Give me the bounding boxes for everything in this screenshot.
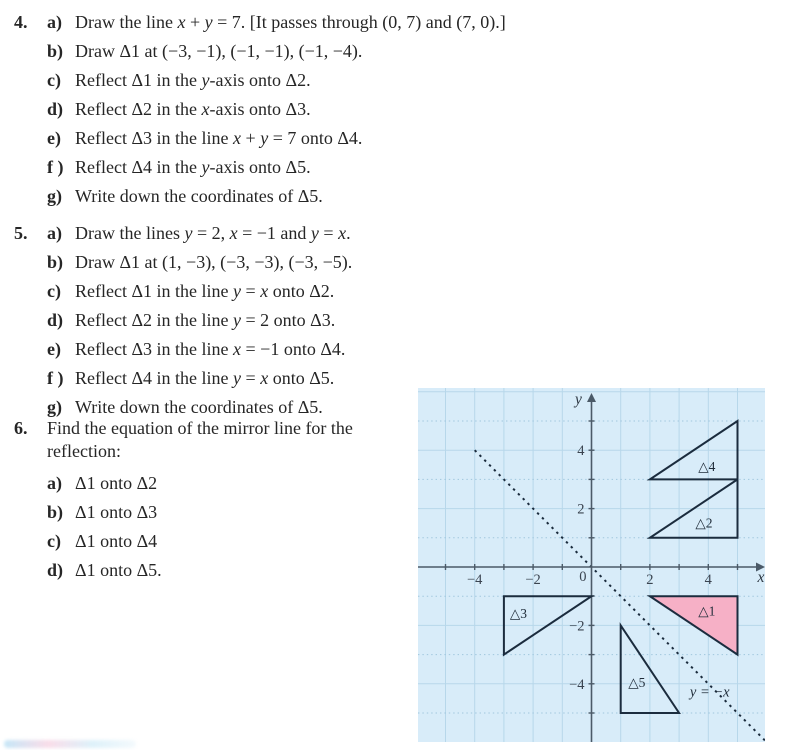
question-part [47,335,587,364]
part-text: Reflect Δ4 in the y-axis onto Δ5. [75,157,311,177]
question-number: 6. [14,418,28,438]
part-label: b) [47,502,64,522]
part-label: f ) [47,157,64,177]
part-text: Reflect Δ3 in the line x = −1 onto Δ4. [75,339,346,359]
part-text: Draw the lines y = 2, x = −1 and y = x. [75,223,351,243]
question-part [47,182,587,211]
part-label: b) [47,41,64,61]
part-text: Reflect Δ4 in the line y = x onto Δ5. [75,368,335,388]
part-text: Reflect Δ1 in the line y = x onto Δ2. [75,281,335,301]
part-text: Reflect Δ3 in the line x + y = 7 onto Δ4. [75,128,363,148]
part-label: g) [47,397,62,417]
part-text: Δ1 onto Δ4 [75,531,158,551]
x-tick-label: 2 [646,572,654,588]
part-text: Δ1 onto Δ3 [75,502,158,522]
part-label: g) [47,186,62,206]
part-label: d) [47,560,64,580]
part-label: a) [47,12,62,32]
x-tick-label: −2 [525,572,541,588]
part-label: e) [47,128,61,148]
question-part [47,66,587,95]
part-text: Write down the coordinates of Δ5. [75,186,323,206]
y-tick-label: −4 [569,676,585,693]
y-axis-arrow-icon [587,393,596,402]
part-label: c) [47,281,61,301]
x-axis-letter: x [757,569,765,586]
question-4 [14,8,587,211]
question-part [47,219,587,248]
x-tick-label: 4 [704,572,712,588]
part-text: Reflect Δ1 in the y-axis onto Δ2. [75,70,311,90]
part-label: c) [47,70,61,90]
part-label: d) [47,310,64,330]
question-number: 5. [14,223,28,243]
mirror-line-label: y = −x [689,684,730,701]
triangle-4-label: △4 [698,458,716,474]
part-label: c) [47,531,61,551]
question-intro-line: reflection: [47,441,121,461]
part-text: Reflect Δ2 in the line y = 2 onto Δ3. [75,310,336,330]
part-text: Draw Δ1 at (1, −3), (−3, −3), (−3, −5). [75,252,353,272]
triangle-2-label: △2 [695,515,713,531]
part-text: Draw the line x + y = 7. [It passes through (0, 7) and (7, 0).] [75,12,506,32]
y-tick-label: 2 [577,501,585,518]
question-part [47,277,587,306]
plot-svg [418,388,765,742]
triangle-1-label: △1 [698,603,716,619]
part-label: a) [47,223,62,243]
question-part [47,153,587,182]
question-parts [47,8,587,211]
question-part [47,248,587,277]
part-label: d) [47,99,64,119]
question-part [47,306,587,335]
coordinate-grid-figure [418,388,765,742]
question-part [47,37,587,66]
part-text: Reflect Δ2 in the x-axis onto Δ3. [75,99,311,119]
x-tick-label: −4 [466,572,483,588]
part-label: a) [47,473,62,493]
y-tick-label: −2 [569,618,585,635]
triangle-5-label: △5 [628,674,646,690]
part-text: Write down the coordinates of Δ5. [75,397,323,417]
part-label: f ) [47,368,64,388]
part-text: Δ1 onto Δ5. [75,560,162,580]
question-part [47,95,587,124]
question-number: 4. [14,12,28,32]
question-part [47,124,587,153]
cut-off-print-artifact [4,740,136,748]
y-axis-letter: y [575,391,582,408]
question-intro [47,414,407,463]
part-label: b) [47,252,64,272]
question-part [47,8,587,37]
part-text: Draw Δ1 at (−3, −1), (−1, −1), (−1, −4). [75,41,363,61]
part-label: e) [47,339,61,359]
y-tick-label: 4 [577,443,585,460]
origin-label: 0 [579,569,587,585]
part-text: Δ1 onto Δ2 [75,473,158,493]
triangle-3-label: △3 [509,606,528,622]
question-intro-line: Find the equation of the mirror line for the [47,418,353,438]
